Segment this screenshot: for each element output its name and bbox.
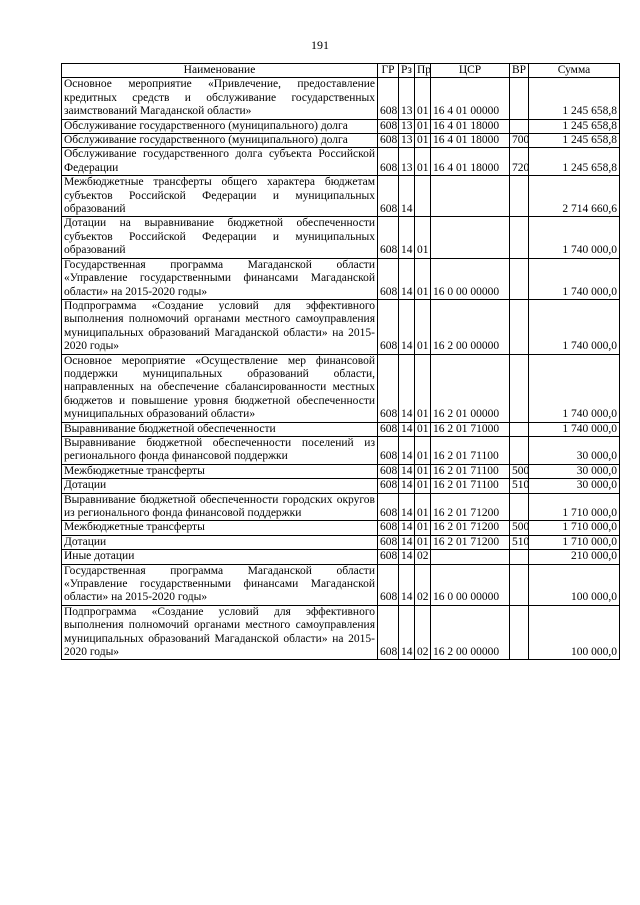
row-vr-cell xyxy=(510,422,529,436)
row-vr-cell: 510 xyxy=(510,535,529,549)
row-csr-cell: 16 0 00 00000 xyxy=(431,564,510,605)
table-row xyxy=(62,78,620,119)
row-csr-cell: 16 0 00 00000 xyxy=(431,258,510,299)
row-pr-cell: 02 xyxy=(415,605,431,660)
row-sum-cell: 1 245 658,8 xyxy=(529,148,620,176)
row-sum-cell: 1 740 000,0 xyxy=(529,299,620,354)
row-name-cell: Дотации на выравнивание бюджетной обеспеченности субъектов Российской Федерации и муниципальных образований xyxy=(62,217,378,258)
row-vr-cell xyxy=(510,258,529,299)
row-sum-cell: 100 000,0 xyxy=(529,605,620,660)
row-name-cell: Обслуживание государственного долга субъекта Российской Федерации xyxy=(62,148,378,176)
row-sum-cell: 210 000,0 xyxy=(529,550,620,564)
row-rz-cell: 14 xyxy=(399,422,415,436)
row-vr-cell xyxy=(510,436,529,464)
row-csr-cell: 16 4 01 18000 xyxy=(431,119,510,133)
row-csr-cell: 16 4 01 18000 xyxy=(431,134,510,148)
row-name-cell: Межбюджетные трансферты xyxy=(62,464,378,478)
table-body xyxy=(62,78,620,660)
row-vr-cell xyxy=(510,299,529,354)
row-rz-cell: 14 xyxy=(399,436,415,464)
row-gr-cell: 608 xyxy=(378,354,399,422)
row-csr-cell: 16 2 01 71000 xyxy=(431,422,510,436)
row-csr-cell: 16 2 01 71100 xyxy=(431,464,510,478)
row-pr-cell: 01 xyxy=(415,464,431,478)
row-name-cell: Иные дотации xyxy=(62,550,378,564)
row-pr-cell: 01 xyxy=(415,521,431,535)
row-gr-cell: 608 xyxy=(378,605,399,660)
row-gr-cell: 608 xyxy=(378,134,399,148)
row-gr-cell: 608 xyxy=(378,535,399,549)
row-csr-cell: 16 2 01 71200 xyxy=(431,493,510,521)
row-csr-cell: 16 2 01 71100 xyxy=(431,436,510,464)
row-pr-cell: 01 xyxy=(415,436,431,464)
row-rz-cell: 14 xyxy=(399,521,415,535)
row-csr-cell: 16 4 01 18000 xyxy=(431,148,510,176)
row-csr-cell: 16 2 01 71100 xyxy=(431,479,510,493)
row-gr-cell: 608 xyxy=(378,299,399,354)
row-pr-cell xyxy=(415,176,431,217)
table-row xyxy=(62,605,620,660)
row-pr-cell: 01 xyxy=(415,299,431,354)
header-row xyxy=(62,64,620,78)
row-vr-cell: 720 xyxy=(510,148,529,176)
row-gr-cell: 608 xyxy=(378,464,399,478)
header-vr: ВР xyxy=(510,64,529,78)
row-rz-cell: 14 xyxy=(399,493,415,521)
row-csr-cell: 16 2 00 00000 xyxy=(431,299,510,354)
row-vr-cell xyxy=(510,354,529,422)
table-row xyxy=(62,564,620,605)
row-vr-cell xyxy=(510,78,529,119)
row-gr-cell: 608 xyxy=(378,119,399,133)
row-sum-cell: 100 000,0 xyxy=(529,564,620,605)
row-name-cell: Государственная программа Магаданской области «Управление государственными финансами Магаданской области» на 2015-2020 годы» xyxy=(62,258,378,299)
table-row xyxy=(62,354,620,422)
row-rz-cell: 14 xyxy=(399,258,415,299)
row-sum-cell: 1 740 000,0 xyxy=(529,217,620,258)
row-sum-cell: 1 710 000,0 xyxy=(529,521,620,535)
header-gr: ГР xyxy=(378,64,399,78)
table-header xyxy=(62,64,620,78)
row-name-cell: Обслуживание государственного (муниципального) долга xyxy=(62,119,378,133)
budget-table xyxy=(61,63,620,660)
row-sum-cell: 2 714 660,6 xyxy=(529,176,620,217)
header-name: Наименование xyxy=(62,64,378,78)
row-sum-cell: 1 710 000,0 xyxy=(529,493,620,521)
table-row xyxy=(62,550,620,564)
row-name-cell: Основное мероприятие «Осуществление мер финансовой поддержки муниципальных образований области, направленных на обеспечение сбалансированности местных бюджетов и повышение уровня бюджетной обеспеченности муниципальных образований области» xyxy=(62,354,378,422)
row-csr-cell: 16 2 01 71200 xyxy=(431,521,510,535)
row-rz-cell: 14 xyxy=(399,564,415,605)
row-vr-cell: 510 xyxy=(510,479,529,493)
row-vr-cell xyxy=(510,605,529,660)
row-sum-cell: 1 245 658,8 xyxy=(529,134,620,148)
header-sum: Сумма xyxy=(529,64,620,78)
table-row xyxy=(62,535,620,549)
row-gr-cell: 608 xyxy=(378,436,399,464)
row-gr-cell: 608 xyxy=(378,564,399,605)
table-row xyxy=(62,493,620,521)
row-name-cell: Дотации xyxy=(62,479,378,493)
row-csr-cell: 16 2 01 00000 xyxy=(431,354,510,422)
row-name-cell: Государственная программа Магаданской области «Управление государственными финансами Магаданской области» на 2015-2020 годы» xyxy=(62,564,378,605)
row-vr-cell xyxy=(510,493,529,521)
row-name-cell: Выравнивание бюджетной обеспеченности поселений из регионального фонда финансовой поддержки xyxy=(62,436,378,464)
row-rz-cell: 14 xyxy=(399,605,415,660)
table-row xyxy=(62,422,620,436)
header-csr: ЦСР xyxy=(431,64,510,78)
row-csr-cell: 16 2 01 71200 xyxy=(431,535,510,549)
row-csr-cell xyxy=(431,217,510,258)
table-row xyxy=(62,119,620,133)
row-csr-cell xyxy=(431,550,510,564)
row-pr-cell: 01 xyxy=(415,479,431,493)
row-sum-cell: 30 000,0 xyxy=(529,479,620,493)
row-name-cell: Подпрограмма «Создание условий для эффективного выполнения полномочий органами местного самоуправления муниципальных образований Магаданской области» на 2015-2020 годы» xyxy=(62,299,378,354)
table-row xyxy=(62,148,620,176)
row-name-cell: Обслуживание государственного (муниципального) долга xyxy=(62,134,378,148)
row-gr-cell: 608 xyxy=(378,550,399,564)
row-sum-cell: 1 245 658,8 xyxy=(529,119,620,133)
row-vr-cell xyxy=(510,176,529,217)
table-row xyxy=(62,176,620,217)
row-gr-cell: 608 xyxy=(378,176,399,217)
row-sum-cell: 1 740 000,0 xyxy=(529,422,620,436)
row-sum-cell: 1 710 000,0 xyxy=(529,535,620,549)
table-row xyxy=(62,134,620,148)
row-pr-cell: 02 xyxy=(415,550,431,564)
row-rz-cell: 14 xyxy=(399,550,415,564)
row-rz-cell: 13 xyxy=(399,78,415,119)
row-name-cell: Межбюджетные трансферты общего характера бюджетам субъектов Российской Федерации и муниципальных образований xyxy=(62,176,378,217)
row-vr-cell: 500 xyxy=(510,521,529,535)
row-gr-cell: 608 xyxy=(378,78,399,119)
row-sum-cell: 1 245 658,8 xyxy=(529,78,620,119)
row-sum-cell: 30 000,0 xyxy=(529,464,620,478)
row-gr-cell: 608 xyxy=(378,479,399,493)
table-row xyxy=(62,299,620,354)
table-row xyxy=(62,464,620,478)
page-number: 191 xyxy=(311,38,329,52)
row-gr-cell: 608 xyxy=(378,148,399,176)
row-sum-cell: 30 000,0 xyxy=(529,436,620,464)
row-gr-cell: 608 xyxy=(378,521,399,535)
row-vr-cell xyxy=(510,550,529,564)
row-gr-cell: 608 xyxy=(378,493,399,521)
row-name-cell: Выравнивание бюджетной обеспеченности городских округов из регионального фонда финансовой поддержки xyxy=(62,493,378,521)
row-vr-cell: 700 xyxy=(510,134,529,148)
row-name-cell: Дотации xyxy=(62,535,378,549)
row-pr-cell: 01 xyxy=(415,422,431,436)
row-vr-cell xyxy=(510,119,529,133)
table-row xyxy=(62,217,620,258)
row-rz-cell: 14 xyxy=(399,479,415,493)
row-csr-cell xyxy=(431,176,510,217)
row-pr-cell: 01 xyxy=(415,119,431,133)
row-vr-cell xyxy=(510,217,529,258)
table-row xyxy=(62,258,620,299)
header-rz: Рз xyxy=(399,64,415,78)
row-rz-cell: 14 xyxy=(399,464,415,478)
row-vr-cell xyxy=(510,564,529,605)
row-vr-cell: 500 xyxy=(510,464,529,478)
row-rz-cell: 14 xyxy=(399,535,415,549)
row-rz-cell: 13 xyxy=(399,134,415,148)
header-pr: Пр xyxy=(415,64,431,78)
table-row xyxy=(62,521,620,535)
row-csr-cell: 16 4 01 00000 xyxy=(431,78,510,119)
row-name-cell: Межбюджетные трансферты xyxy=(62,521,378,535)
row-gr-cell: 608 xyxy=(378,217,399,258)
row-name-cell: Выравнивание бюджетной обеспеченности xyxy=(62,422,378,436)
row-rz-cell: 14 xyxy=(399,176,415,217)
row-pr-cell: 02 xyxy=(415,564,431,605)
row-pr-cell: 01 xyxy=(415,78,431,119)
row-csr-cell: 16 2 00 00000 xyxy=(431,605,510,660)
row-pr-cell: 01 xyxy=(415,148,431,176)
row-gr-cell: 608 xyxy=(378,258,399,299)
row-gr-cell: 608 xyxy=(378,422,399,436)
row-rz-cell: 14 xyxy=(399,299,415,354)
table-row xyxy=(62,436,620,464)
row-pr-cell: 01 xyxy=(415,354,431,422)
row-pr-cell: 01 xyxy=(415,493,431,521)
row-name-cell: Основное мероприятие «Привлечение, предоставление кредитных средств и обслуживание государственных заимствований Магаданской области» xyxy=(62,78,378,119)
row-sum-cell: 1 740 000,0 xyxy=(529,354,620,422)
row-name-cell: Подпрограмма «Создание условий для эффективного выполнения полномочий органами местного самоуправления муниципальных образований Магаданской области» на 2015-2020 годы» xyxy=(62,605,378,660)
row-pr-cell: 01 xyxy=(415,258,431,299)
row-rz-cell: 14 xyxy=(399,354,415,422)
row-rz-cell: 13 xyxy=(399,119,415,133)
row-pr-cell: 01 xyxy=(415,134,431,148)
table-row xyxy=(62,479,620,493)
row-pr-cell: 01 xyxy=(415,217,431,258)
row-rz-cell: 14 xyxy=(399,217,415,258)
row-sum-cell: 1 740 000,0 xyxy=(529,258,620,299)
row-pr-cell: 01 xyxy=(415,535,431,549)
row-rz-cell: 13 xyxy=(399,148,415,176)
